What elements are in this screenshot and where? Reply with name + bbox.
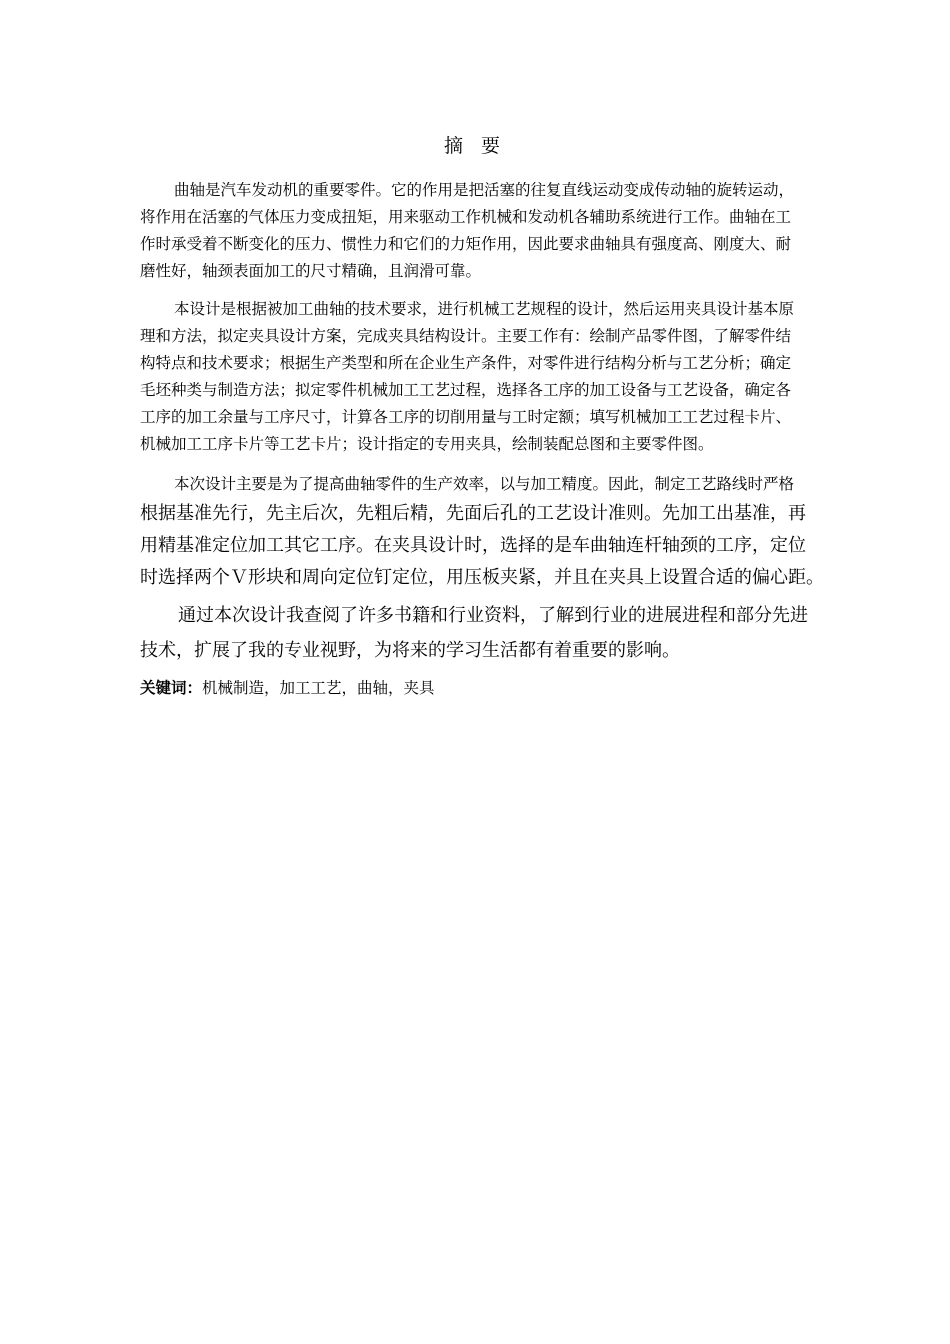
text-line: 用精基准定位加工其它工序。在夹具设计时，选择的是车曲轴连杆轴颈的工序，定位 <box>140 535 806 556</box>
text-line: 时选择两个Ｖ形块和周向定位钉定位，用压板夹紧，并且在夹具上设置合适的偏心距。 <box>140 567 824 588</box>
text-line: 工序的加工余量与工序尺寸，计算各工序的切削用量与工时定额；填写机械加工工艺过程卡片、 <box>140 408 792 426</box>
page-title: 摘 要 <box>443 135 507 157</box>
text-line: 机械加工工序卡片等工艺卡片；设计指定的专用夹具，绘制装配总图和主要零件图。 <box>140 435 714 453</box>
text-line: 根据基准先行，先主后次，先粗后精，先面后孔的工艺设计准则。先加工出基准，再 <box>140 503 806 524</box>
text-line: 通过本次设计我查阅了许多书籍和行业资料，了解到行业的进展进程和部分先进 <box>178 605 808 626</box>
keywords-value: 机械制造，加工工艺，曲轴，夹具 <box>202 679 435 697</box>
keywords-label: 关键词： <box>140 679 203 697</box>
keywords-line <box>140 678 435 698</box>
text-line: 理和方法，拟定夹具设计方案，完成夹具结构设计。主要工作有：绘制产品零件图，了解零件结 <box>140 327 792 345</box>
text-line: 磨性好，轴颈表面加工的尺寸精确，且润滑可靠。 <box>140 262 482 280</box>
text-line: 毛坯种类与制造方法；拟定零件机械加工工艺过程，选择各工序的加工设备与工艺设备，确定各 <box>140 381 792 399</box>
text-line: 构特点和技术要求；根据生产类型和所在企业生产条件，对零件进行结构分析与工艺分析；确定 <box>140 354 792 372</box>
text-line: 技术，扩展了我的专业视野，为将来的学习生活都有着重要的影响。 <box>140 640 680 661</box>
text-line: 曲轴是汽车发动机的重要零件。它的作用是把活塞的往复直线运动变成传动轴的旋转运动， <box>174 181 795 199</box>
text-line: 本次设计主要是为了提高曲轴零件的生产效率，以与加工精度。因此，制定工艺路线时严格 <box>174 475 795 493</box>
text-line: 作时承受着不断变化的压力、惯性力和它们的力矩作用，因此要求曲轴具有强度高、刚度大、耐 <box>140 235 792 253</box>
text-line: 将作用在活塞的气体压力变成扭矩，用来驱动工作机械和发动机各辅助系统进行工作。曲轴在工 <box>140 208 792 226</box>
text-line: 本设计是根据被加工曲轴的技术要求，进行机械工艺规程的设计，然后运用夹具设计基本原 <box>174 300 795 318</box>
